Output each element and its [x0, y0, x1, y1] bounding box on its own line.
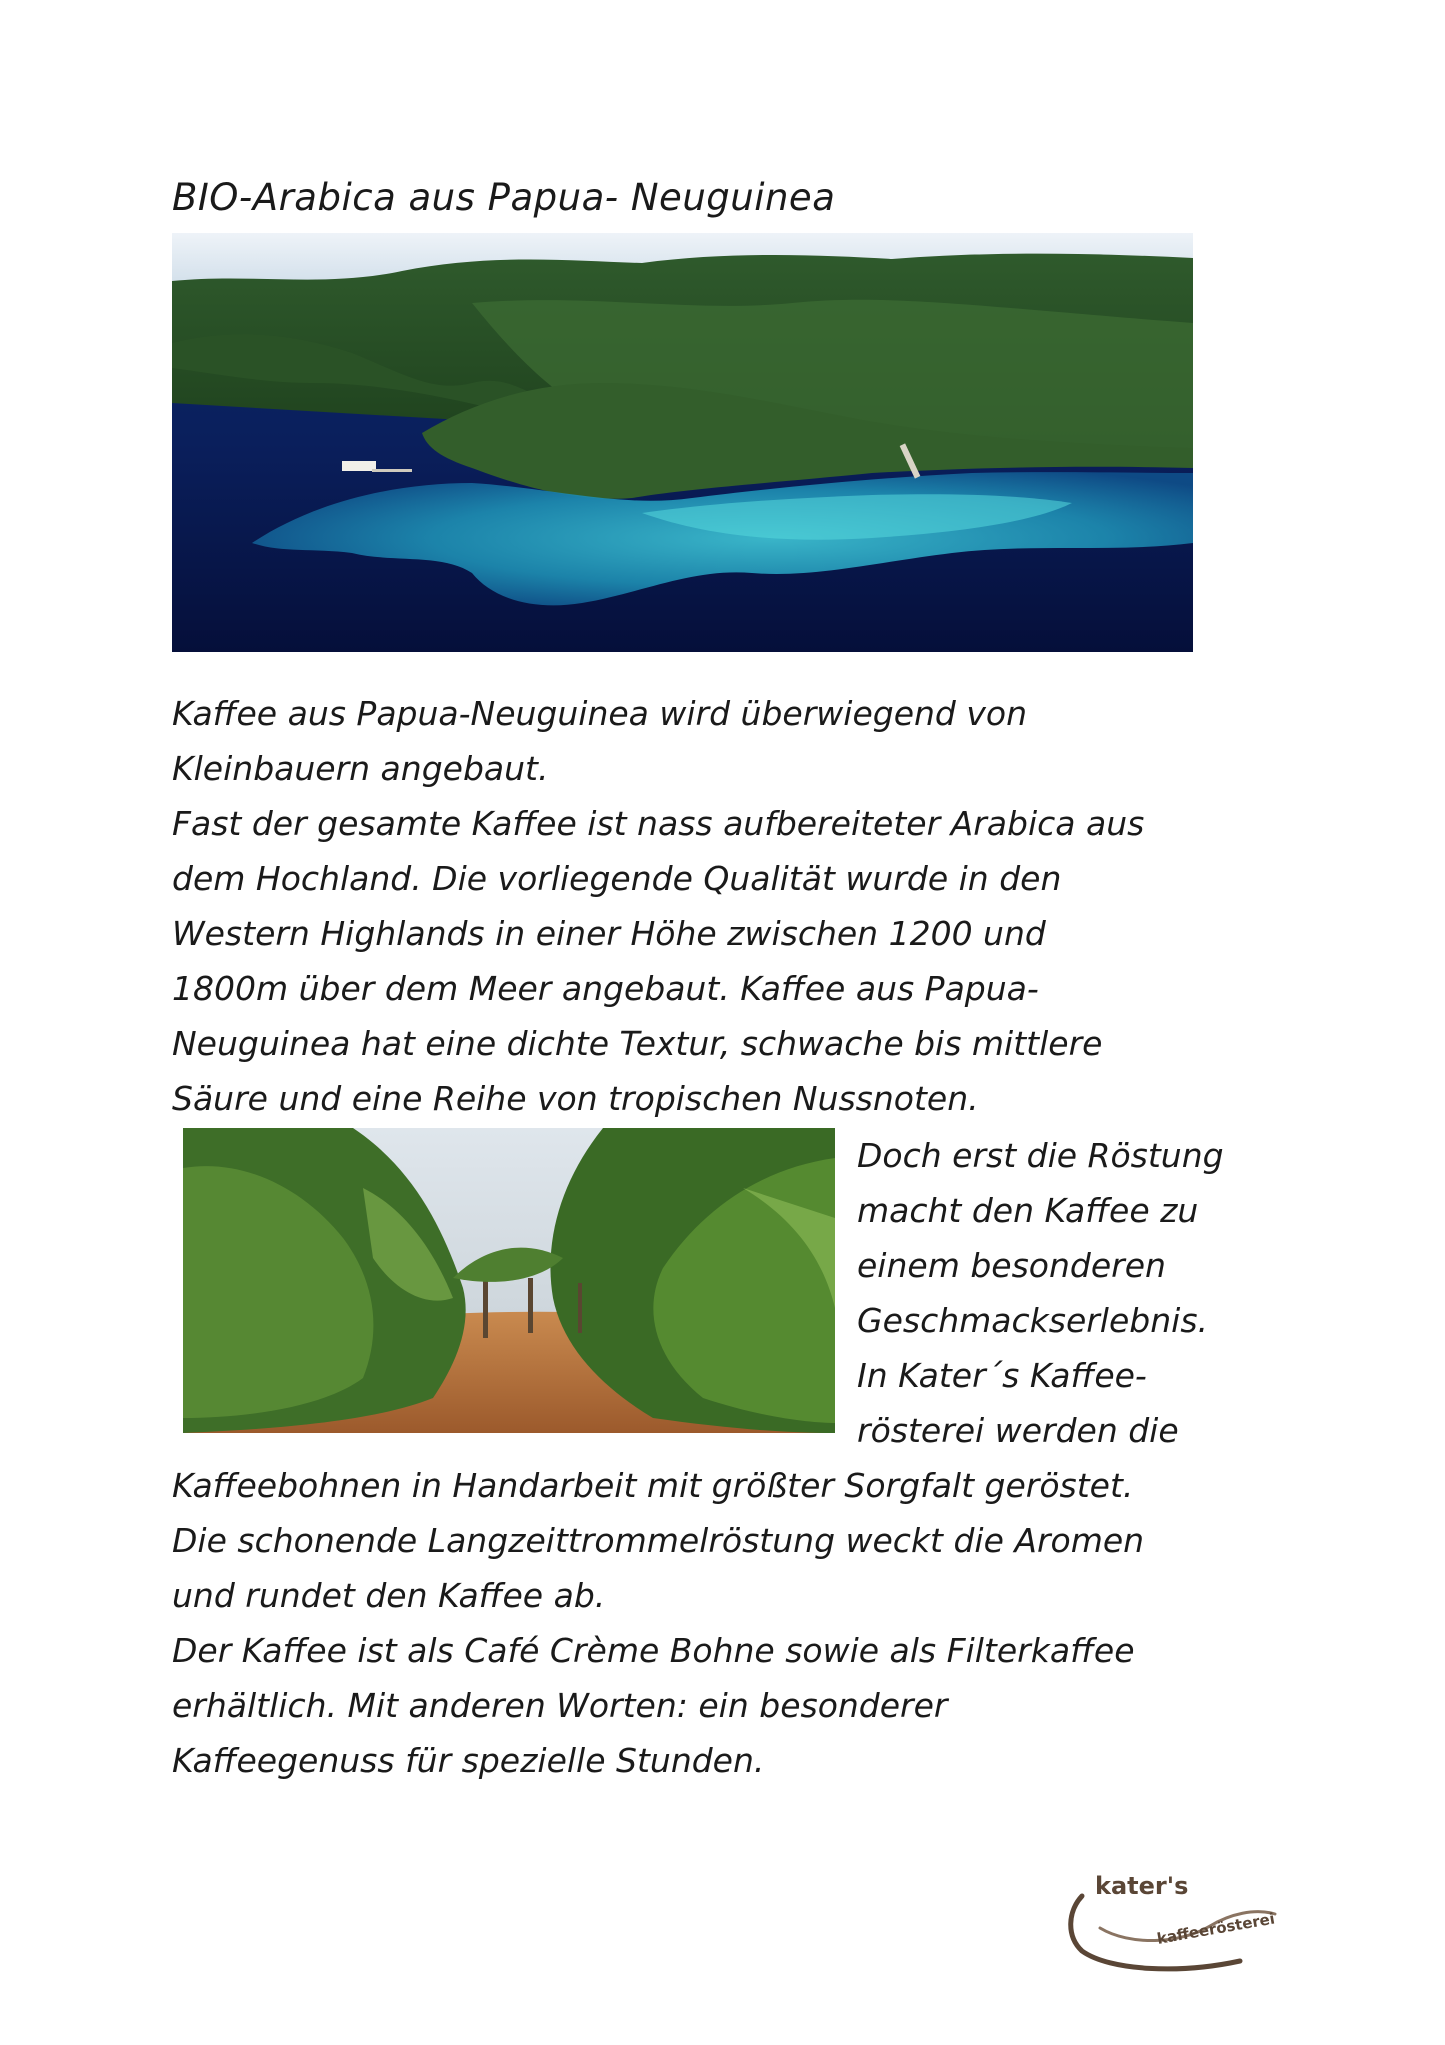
coffee-plantation-photo: [183, 1128, 835, 1433]
side-line: einem besonderen: [857, 1246, 1166, 1285]
body-line: Kaffeebohnen in Handarbeit mit größter Sorgfalt geröstet.: [172, 1466, 1134, 1505]
logo-brand-text: kater's: [1095, 1872, 1189, 1900]
intro-line: Kaffee aus Papua-Neuguinea wird überwiegend von: [172, 694, 1027, 733]
plantation-illustration: [183, 1128, 835, 1433]
aerial-coast-illustration: [172, 233, 1193, 652]
body-line: und rundet den Kaffee ab.: [172, 1576, 606, 1615]
intro-line: Säure und eine Reihe von tropischen Nussnoten.: [172, 1079, 979, 1118]
logo-mark: [1060, 1866, 1290, 1976]
intro-paragraph: [172, 686, 1292, 1126]
closing-line: erhältlich. Mit anderen Worten: ein besonderer: [172, 1686, 948, 1725]
side-line: rösterei werden die: [857, 1411, 1179, 1450]
intro-line: Neuguinea hat eine dichte Textur, schwache bis mittlere: [172, 1024, 1103, 1063]
side-line: Geschmackserlebnis.: [857, 1301, 1208, 1340]
closing-line: Kaffeegenuss für spezielle Stunden.: [172, 1741, 765, 1780]
roasting-paragraph: [172, 1458, 1302, 1623]
closing-line: Der Kaffee ist als Café Crème Bohne sowie als Filterkaffee: [172, 1631, 1135, 1670]
aerial-coast-photo: [172, 233, 1193, 652]
side-line: macht den Kaffee zu: [857, 1191, 1199, 1230]
side-line: In Kater´s Kaffee-: [857, 1356, 1147, 1395]
page-title: BIO-Arabica aus Papua- Neuguinea: [172, 176, 836, 219]
intro-line: 1800m über dem Meer angebaut. Kaffee aus Papua-: [172, 969, 1039, 1008]
intro-line: Fast der gesamte Kaffee ist nass aufbereiteter Arabica aus: [172, 804, 1145, 843]
logo-subtitle-text: kaffeerösterei: [1155, 1909, 1277, 1948]
katers-logo: [1060, 1866, 1290, 1976]
intro-line: Kleinbauern angebaut.: [172, 749, 549, 788]
body-line: Die schonende Langzeittrommelröstung weckt die Aromen: [172, 1521, 1145, 1560]
intro-line: dem Hochland. Die vorliegende Qualität wurde in den: [172, 859, 1062, 898]
side-line: Doch erst die Röstung: [857, 1136, 1224, 1175]
intro-line: Western Highlands in einer Höhe zwischen 1200 und: [172, 914, 1046, 953]
closing-paragraph: [172, 1623, 1302, 1788]
side-paragraph: [857, 1128, 1297, 1458]
